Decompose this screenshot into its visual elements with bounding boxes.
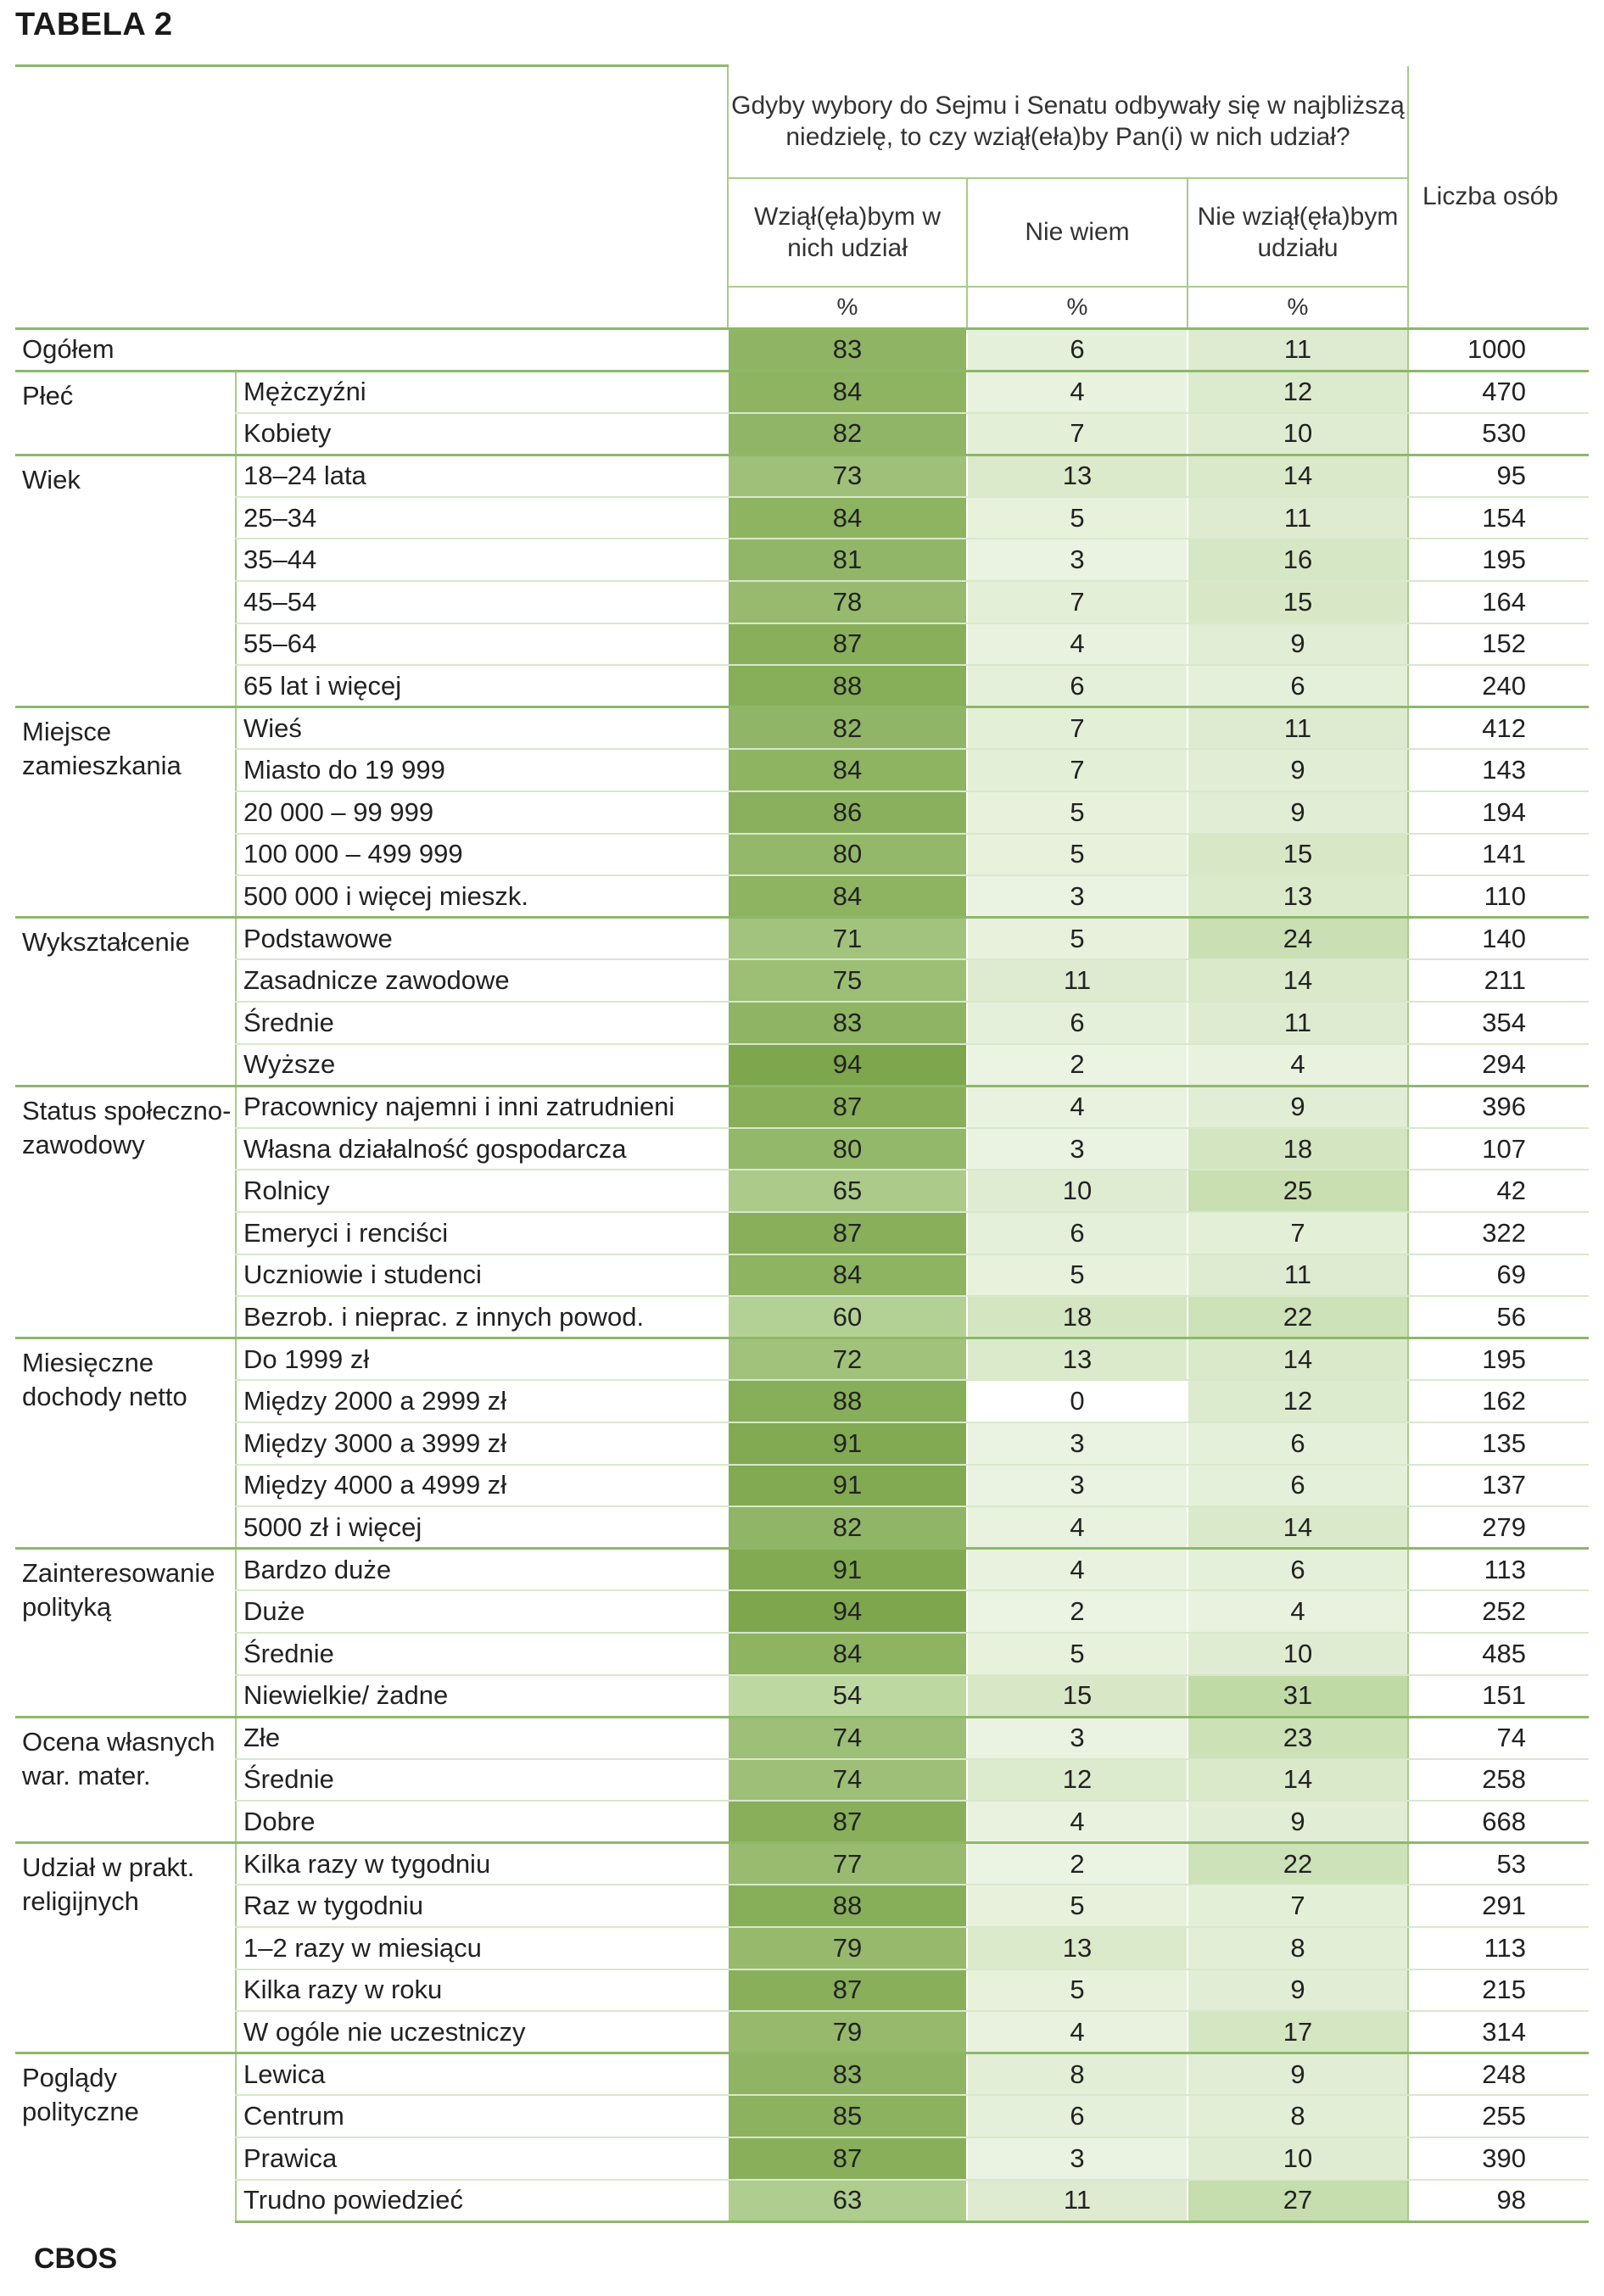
row-group-label: Płeć <box>15 371 236 455</box>
cell-would-vote: 87 <box>728 2137 967 2180</box>
cell-count: 74 <box>1408 1717 1589 1759</box>
cell-would-not-vote: 7 <box>1188 1212 1408 1254</box>
cell-count: 110 <box>1408 875 1589 918</box>
cell-would-vote: 91 <box>728 1549 967 1591</box>
table-row <box>15 539 1589 581</box>
table-row <box>15 959 1589 1002</box>
cell-count: 141 <box>1408 834 1589 876</box>
row-sub-label: Centrum <box>236 2095 728 2137</box>
table-row <box>15 875 1589 918</box>
cell-would-vote: 78 <box>728 581 967 623</box>
cell-dont-know: 4 <box>967 2011 1188 2053</box>
cell-would-vote: 82 <box>728 1506 967 1549</box>
question-header: Gdyby wybory do Sejmu i Senatu odbywały się w najbliższą niedzielę, to czy wziął(eła)by Pan(i) w nich udział? <box>728 66 1408 178</box>
cell-would-vote: 82 <box>728 707 967 750</box>
cell-count: 53 <box>1408 1843 1589 1885</box>
cell-dont-know: 5 <box>967 791 1188 834</box>
cell-count: 56 <box>1408 1296 1589 1338</box>
cell-would-not-vote: 15 <box>1188 581 1408 623</box>
row-sub-label: Raz w tygodniu <box>236 1885 728 1927</box>
cell-dont-know: 6 <box>967 1212 1188 1254</box>
row-sub-label: 5000 zł i więcej <box>236 1506 728 1549</box>
cell-count: 151 <box>1408 1675 1589 1718</box>
table-row <box>15 497 1589 539</box>
cell-would-vote: 82 <box>728 413 967 455</box>
cell-would-not-vote: 31 <box>1188 1675 1408 1718</box>
cell-would-vote: 88 <box>728 1380 967 1422</box>
cell-dont-know: 13 <box>967 1338 1188 1381</box>
row-group-label: Miejsce zamieszkania <box>15 707 236 918</box>
cell-would-vote: 73 <box>728 455 967 497</box>
cell-count: 294 <box>1408 1044 1589 1087</box>
cell-dont-know: 4 <box>967 1801 1188 1843</box>
cell-dont-know: 6 <box>967 329 1188 371</box>
cell-would-vote: 60 <box>728 1296 967 1338</box>
row-sub-label: Mężczyźni <box>236 371 728 413</box>
cell-count: 485 <box>1408 1633 1589 1675</box>
cell-would-vote: 85 <box>728 2095 967 2137</box>
row-sub-label: 45–54 <box>236 581 728 623</box>
count-header: Liczba osób <box>1408 66 1589 329</box>
table-row <box>15 2137 1589 2180</box>
table-row <box>15 1969 1589 2012</box>
row-sub-label: Kilka razy w roku <box>236 1969 728 2012</box>
cell-count: 113 <box>1408 1549 1589 1591</box>
cell-count: 354 <box>1408 1002 1589 1044</box>
row-sub-label: Niewielkie/ żadne <box>236 1675 728 1718</box>
cell-count: 412 <box>1408 707 1589 750</box>
cell-would-vote: 84 <box>728 371 967 413</box>
cell-count: 255 <box>1408 2095 1589 2137</box>
cell-dont-know: 5 <box>967 918 1188 960</box>
cell-count: 195 <box>1408 1338 1589 1381</box>
cell-dont-know: 3 <box>967 539 1188 581</box>
table-row <box>15 2095 1589 2137</box>
row-sub-label: Wyższe <box>236 1044 728 1087</box>
cell-dont-know: 3 <box>967 875 1188 918</box>
cell-would-vote: 80 <box>728 1128 967 1170</box>
cell-dont-know: 2 <box>967 1044 1188 1087</box>
cell-would-not-vote: 10 <box>1188 413 1408 455</box>
table-row <box>15 1633 1589 1675</box>
cell-dont-know: 3 <box>967 1717 1188 1759</box>
cell-would-not-vote: 9 <box>1188 791 1408 834</box>
cell-dont-know: 5 <box>967 1969 1188 2012</box>
cell-count: 195 <box>1408 539 1589 581</box>
survey-table <box>15 64 1589 2223</box>
row-sub-label: 35–44 <box>236 539 728 581</box>
cell-dont-know: 11 <box>967 2180 1188 2222</box>
cell-dont-know: 4 <box>967 371 1188 413</box>
row-group-label: Udział w prakt. religijnych <box>15 1843 236 2053</box>
cell-count: 152 <box>1408 623 1589 666</box>
table-row <box>15 371 1589 413</box>
cell-would-vote: 74 <box>728 1717 967 1759</box>
table-row <box>15 2180 1589 2222</box>
table-row <box>15 1254 1589 1297</box>
cell-would-not-vote: 23 <box>1188 1717 1408 1759</box>
source-label: CBOS <box>34 2243 118 2275</box>
cell-count: 1000 <box>1408 329 1589 371</box>
cell-count: 140 <box>1408 918 1589 960</box>
header-would-vote: Wziął(ęła)bym w nich udział <box>728 178 967 287</box>
row-sub-label: Emeryci i renciści <box>236 1212 728 1254</box>
cell-count: 279 <box>1408 1506 1589 1549</box>
cell-would-not-vote: 14 <box>1188 959 1408 1002</box>
row-sub-label: Pracownicy najemni i inni zatrudnieni <box>236 1086 728 1128</box>
cell-count: 396 <box>1408 1086 1589 1128</box>
cell-count: 322 <box>1408 1212 1589 1254</box>
cell-count: 154 <box>1408 497 1589 539</box>
row-sub-label: 25–34 <box>236 497 728 539</box>
cell-count: 530 <box>1408 413 1589 455</box>
cell-would-not-vote: 9 <box>1188 623 1408 666</box>
table-row <box>15 329 1589 371</box>
cell-would-not-vote: 17 <box>1188 2011 1408 2053</box>
cell-would-vote: 80 <box>728 834 967 876</box>
row-sub-label: 20 000 – 99 999 <box>236 791 728 834</box>
cell-would-not-vote: 22 <box>1188 1296 1408 1338</box>
table-row <box>15 1086 1589 1128</box>
cell-would-vote: 63 <box>728 2180 967 2222</box>
cell-would-vote: 88 <box>728 665 967 707</box>
cell-dont-know: 4 <box>967 1549 1188 1591</box>
table-row <box>15 1885 1589 1927</box>
table-row <box>15 413 1589 455</box>
table-row <box>15 1170 1589 1212</box>
cell-would-not-vote: 9 <box>1188 1086 1408 1128</box>
table-row <box>15 1465 1589 1507</box>
header-blank <box>15 66 728 329</box>
cell-dont-know: 3 <box>967 1465 1188 1507</box>
table-row <box>15 707 1589 750</box>
table-body <box>15 329 1589 2222</box>
cell-would-not-vote: 11 <box>1188 1002 1408 1044</box>
cell-dont-know: 6 <box>967 665 1188 707</box>
cell-would-not-vote: 11 <box>1188 497 1408 539</box>
cell-would-vote: 65 <box>728 1170 967 1212</box>
row-sub-label: Bezrob. i nieprac. z innych powod. <box>236 1296 728 1338</box>
table-row <box>15 1002 1589 1044</box>
cell-would-vote: 75 <box>728 959 967 1002</box>
cell-dont-know: 8 <box>967 2053 1188 2096</box>
cell-count: 668 <box>1408 1801 1589 1843</box>
cell-count: 194 <box>1408 791 1589 834</box>
cell-count: 390 <box>1408 2137 1589 2180</box>
cell-would-vote: 84 <box>728 875 967 918</box>
cell-would-not-vote: 14 <box>1188 1759 1408 1802</box>
cell-would-not-vote: 9 <box>1188 2053 1408 2096</box>
table-row <box>15 749 1589 791</box>
cell-would-vote: 74 <box>728 1759 967 1802</box>
row-sub-label: Rolnicy <box>236 1170 728 1212</box>
cell-count: 470 <box>1408 371 1589 413</box>
table-row <box>15 1843 1589 1885</box>
pct-unit: % <box>1188 287 1408 329</box>
row-group-label: Zainteresowanie polityką <box>15 1549 236 1717</box>
cell-dont-know: 3 <box>967 1422 1188 1465</box>
row-group-label: Wykształcenie <box>15 918 236 1086</box>
table-row <box>15 834 1589 876</box>
row-sub-label: Duże <box>236 1590 728 1633</box>
table-row <box>15 1380 1589 1422</box>
row-sub-label: Miasto do 19 999 <box>236 749 728 791</box>
cell-would-vote: 87 <box>728 1801 967 1843</box>
cell-would-not-vote: 9 <box>1188 749 1408 791</box>
table-row <box>15 1927 1589 1969</box>
row-sub-label: 55–64 <box>236 623 728 666</box>
cell-would-vote: 84 <box>728 1633 967 1675</box>
cell-dont-know: 13 <box>967 1927 1188 1969</box>
cell-would-vote: 84 <box>728 1254 967 1297</box>
cell-dont-know: 3 <box>967 2137 1188 2180</box>
header-would-not-vote: Nie wziął(ęła)bym udziału <box>1188 178 1408 287</box>
cell-would-not-vote: 11 <box>1188 329 1408 371</box>
row-sub-label: Bardzo duże <box>236 1549 728 1591</box>
cell-dont-know: 5 <box>967 1885 1188 1927</box>
cell-would-not-vote: 14 <box>1188 1506 1408 1549</box>
cell-would-vote: 83 <box>728 2053 967 2096</box>
cell-would-not-vote: 16 <box>1188 539 1408 581</box>
cell-count: 248 <box>1408 2053 1589 2096</box>
cell-would-vote: 91 <box>728 1422 967 1465</box>
row-sub-label: Złe <box>236 1717 728 1759</box>
cell-dont-know: 18 <box>967 1296 1188 1338</box>
cell-would-vote: 83 <box>728 1002 967 1044</box>
cell-would-not-vote: 11 <box>1188 1254 1408 1297</box>
cell-would-vote: 86 <box>728 791 967 834</box>
cell-would-vote: 54 <box>728 1675 967 1718</box>
cell-would-not-vote: 6 <box>1188 665 1408 707</box>
cell-would-not-vote: 15 <box>1188 834 1408 876</box>
cell-would-not-vote: 6 <box>1188 1422 1408 1465</box>
cell-count: 211 <box>1408 959 1589 1002</box>
row-sub-label: Lewica <box>236 2053 728 2096</box>
table-title: TABELA 2 <box>15 7 173 42</box>
cell-would-vote: 87 <box>728 1969 967 2012</box>
table-row <box>15 2053 1589 2096</box>
cell-count: 98 <box>1408 2180 1589 2222</box>
table-row <box>15 1801 1589 1843</box>
cell-would-vote: 84 <box>728 749 967 791</box>
table-row <box>15 1549 1589 1591</box>
table-row <box>15 1044 1589 1087</box>
row-sub-label: 500 000 i więcej mieszk. <box>236 875 728 918</box>
cell-would-not-vote: 10 <box>1188 1633 1408 1675</box>
cell-would-vote: 77 <box>728 1843 967 1885</box>
cell-would-not-vote: 4 <box>1188 1044 1408 1087</box>
row-group-label: Ogółem <box>15 329 728 371</box>
cell-would-not-vote: 13 <box>1188 875 1408 918</box>
cell-would-vote: 91 <box>728 1465 967 1507</box>
cell-would-not-vote: 4 <box>1188 1590 1408 1633</box>
cell-count: 291 <box>1408 1885 1589 1927</box>
cell-count: 252 <box>1408 1590 1589 1633</box>
cell-would-not-vote: 6 <box>1188 1549 1408 1591</box>
cell-count: 258 <box>1408 1759 1589 1802</box>
row-sub-label: Podstawowe <box>236 918 728 960</box>
cell-would-not-vote: 12 <box>1188 1380 1408 1422</box>
row-group-label: Wiek <box>15 455 236 707</box>
cell-would-vote: 72 <box>728 1338 967 1381</box>
cell-count: 240 <box>1408 665 1589 707</box>
table-row <box>15 1212 1589 1254</box>
cell-would-not-vote: 14 <box>1188 455 1408 497</box>
cell-would-not-vote: 25 <box>1188 1170 1408 1212</box>
cell-dont-know: 6 <box>967 1002 1188 1044</box>
row-sub-label: Kobiety <box>236 413 728 455</box>
cell-dont-know: 6 <box>967 2095 1188 2137</box>
cell-would-vote: 79 <box>728 1927 967 1969</box>
cell-dont-know: 5 <box>967 1254 1188 1297</box>
row-sub-label: 1–2 razy w miesiącu <box>236 1927 728 1969</box>
cell-would-vote: 88 <box>728 1885 967 1927</box>
row-sub-label: 18–24 lata <box>236 455 728 497</box>
cell-dont-know: 7 <box>967 707 1188 750</box>
cell-would-not-vote: 6 <box>1188 1465 1408 1507</box>
cell-dont-know: 0 <box>967 1380 1188 1422</box>
table-row <box>15 918 1589 960</box>
cell-would-not-vote: 22 <box>1188 1843 1408 1885</box>
row-sub-label: W ogóle nie uczestniczy <box>236 2011 728 2053</box>
row-sub-label: Między 2000 a 2999 zł <box>236 1380 728 1422</box>
row-sub-label: Dobre <box>236 1801 728 1843</box>
row-sub-label: Uczniowie i studenci <box>236 1254 728 1297</box>
cell-dont-know: 13 <box>967 455 1188 497</box>
row-sub-label: Trudno powiedzieć <box>236 2180 728 2222</box>
row-sub-label: Do 1999 zł <box>236 1338 728 1381</box>
table-row <box>15 1296 1589 1338</box>
row-sub-label: Średnie <box>236 1002 728 1044</box>
cell-would-vote: 71 <box>728 918 967 960</box>
cell-count: 137 <box>1408 1465 1589 1507</box>
cell-dont-know: 5 <box>967 497 1188 539</box>
cell-count: 135 <box>1408 1422 1589 1465</box>
cell-would-not-vote: 9 <box>1188 1969 1408 2012</box>
cell-would-not-vote: 11 <box>1188 707 1408 750</box>
cell-count: 69 <box>1408 1254 1589 1297</box>
cell-would-vote: 83 <box>728 329 967 371</box>
cell-would-not-vote: 18 <box>1188 1128 1408 1170</box>
cell-dont-know: 2 <box>967 1590 1188 1633</box>
row-sub-label: Własna działalność gospodarcza <box>236 1128 728 1170</box>
cell-count: 113 <box>1408 1927 1589 1969</box>
cell-dont-know: 15 <box>967 1675 1188 1718</box>
header-dont-know: Nie wiem <box>967 178 1188 287</box>
table-row <box>15 623 1589 666</box>
cell-count: 143 <box>1408 749 1589 791</box>
table-row <box>15 791 1589 834</box>
cell-dont-know: 4 <box>967 1506 1188 1549</box>
cell-would-not-vote: 10 <box>1188 2137 1408 2180</box>
cell-dont-know: 4 <box>967 1086 1188 1128</box>
row-sub-label: Wieś <box>236 707 728 750</box>
table-row <box>15 581 1589 623</box>
cell-count: 42 <box>1408 1170 1589 1212</box>
cell-would-not-vote: 8 <box>1188 1927 1408 1969</box>
table-row <box>15 1717 1589 1759</box>
cell-would-vote: 87 <box>728 1212 967 1254</box>
row-sub-label: Między 4000 a 4999 zł <box>236 1465 728 1507</box>
row-group-label: Status społeczno-zawodowy <box>15 1086 236 1338</box>
cell-dont-know: 5 <box>967 1633 1188 1675</box>
cell-count: 314 <box>1408 2011 1589 2053</box>
cell-would-not-vote: 12 <box>1188 371 1408 413</box>
cell-would-not-vote: 9 <box>1188 1801 1408 1843</box>
table-row <box>15 1128 1589 1170</box>
cell-would-not-vote: 7 <box>1188 1885 1408 1927</box>
row-sub-label: Kilka razy w tygodniu <box>236 1843 728 1885</box>
row-sub-label: Prawica <box>236 2137 728 2180</box>
row-group-label: Ocena własnych war. mater. <box>15 1717 236 1843</box>
cell-would-not-vote: 8 <box>1188 2095 1408 2137</box>
row-sub-label: 65 lat i więcej <box>236 665 728 707</box>
table-row <box>15 665 1589 707</box>
cell-dont-know: 10 <box>967 1170 1188 1212</box>
cell-dont-know: 3 <box>967 1128 1188 1170</box>
cell-dont-know: 5 <box>967 834 1188 876</box>
cell-dont-know: 2 <box>967 1843 1188 1885</box>
pct-unit: % <box>728 287 967 329</box>
cell-would-vote: 84 <box>728 497 967 539</box>
cell-would-vote: 87 <box>728 623 967 666</box>
table-row <box>15 2011 1589 2053</box>
table-row <box>15 1759 1589 1802</box>
cell-would-not-vote: 14 <box>1188 1338 1408 1381</box>
cell-count: 107 <box>1408 1128 1589 1170</box>
table-header <box>15 66 1589 329</box>
cell-dont-know: 7 <box>967 749 1188 791</box>
cell-count: 162 <box>1408 1380 1589 1422</box>
cell-count: 215 <box>1408 1969 1589 2012</box>
cell-would-vote: 81 <box>728 539 967 581</box>
cell-would-not-vote: 24 <box>1188 918 1408 960</box>
table-row <box>15 1422 1589 1465</box>
cell-would-vote: 94 <box>728 1044 967 1087</box>
table-row <box>15 1675 1589 1718</box>
row-sub-label: 100 000 – 499 999 <box>236 834 728 876</box>
cell-dont-know: 7 <box>967 581 1188 623</box>
table-row <box>15 455 1589 497</box>
row-sub-label: Między 3000 a 3999 zł <box>236 1422 728 1465</box>
table-row <box>15 1590 1589 1633</box>
row-sub-label: Zasadnicze zawodowe <box>236 959 728 1002</box>
row-group-label: Miesięczne dochody netto <box>15 1338 236 1549</box>
cell-would-vote: 79 <box>728 2011 967 2053</box>
row-sub-label: Średnie <box>236 1633 728 1675</box>
cell-dont-know: 4 <box>967 623 1188 666</box>
cell-would-vote: 87 <box>728 1086 967 1128</box>
table-row <box>15 1506 1589 1549</box>
cell-dont-know: 12 <box>967 1759 1188 1802</box>
cell-would-vote: 94 <box>728 1590 967 1633</box>
cell-count: 164 <box>1408 581 1589 623</box>
cell-dont-know: 11 <box>967 959 1188 1002</box>
table-row <box>15 1338 1589 1381</box>
row-group-label: Poglądy polityczne <box>15 2053 236 2221</box>
cell-dont-know: 7 <box>967 413 1188 455</box>
cell-count: 95 <box>1408 455 1589 497</box>
pct-unit: % <box>967 287 1188 329</box>
cell-would-not-vote: 27 <box>1188 2180 1408 2222</box>
row-sub-label: Średnie <box>236 1759 728 1802</box>
